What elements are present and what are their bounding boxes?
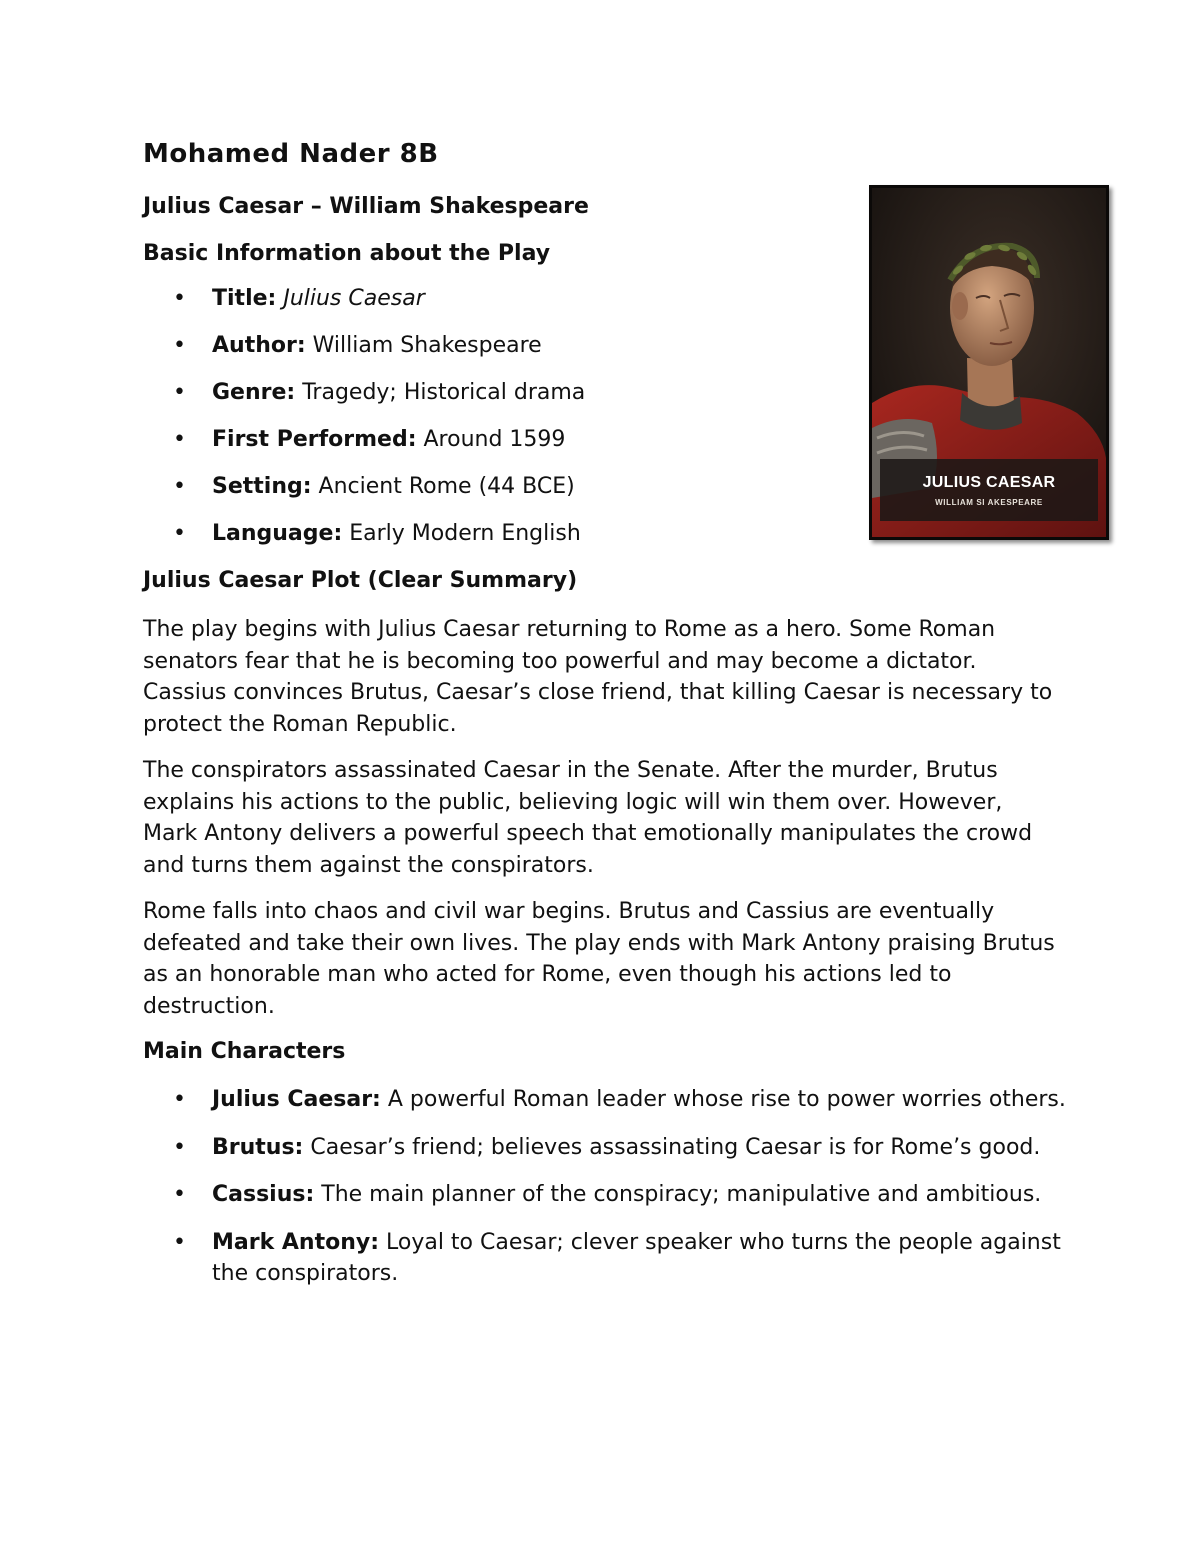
list-item bbox=[143, 1132, 1072, 1164]
character-description: Loyal to Caesar; clever speaker who turns the people against the conspirators. bbox=[212, 1229, 1061, 1286]
info-label: Genre: bbox=[212, 380, 296, 405]
plot-paragraph: Rome falls into chaos and civil war begins. Brutus and Cassius are eventually defeated and take their own lives. The play ends with Mark Antony praising Brutus as an honorable man who acted for Rome, even though his actions led to destruction. bbox=[143, 899, 1055, 1019]
character-description: A powerful Roman leader whose rise to power worries others. bbox=[380, 1087, 1066, 1112]
characters-list bbox=[143, 1084, 1073, 1290]
info-label: Title: bbox=[212, 286, 277, 311]
bullet-icon: • bbox=[173, 1087, 186, 1112]
book-cover-image bbox=[869, 185, 1109, 540]
character-name: Mark Antony: bbox=[212, 1229, 379, 1255]
info-value: Tragedy; Historical drama bbox=[295, 380, 586, 405]
basic-info-heading: Basic Information about the Play bbox=[143, 241, 551, 266]
plot-paragraph: The conspirators assassinated Caesar in the Senate. After the murder, Brutus explains his actions to the public, believing logic will win them over. However, Mark Antony delivers a powerful speech that emotionally manipulates the crowd and turns them against the conspirators. bbox=[143, 758, 1033, 878]
plot-heading: Julius Caesar Plot (Clear Summary) bbox=[143, 568, 578, 593]
bullet-icon: • bbox=[173, 427, 186, 452]
character-description: Caesar’s friend; believes assassinating Caesar is for Rome’s good. bbox=[303, 1134, 1041, 1160]
bullet-icon: • bbox=[173, 286, 186, 311]
author-line: Mohamed Nader 8B bbox=[143, 139, 439, 169]
info-label: Language: bbox=[212, 521, 343, 546]
bullet-icon: • bbox=[173, 521, 186, 546]
characters-heading: Main Characters bbox=[143, 1039, 346, 1064]
cover-subtitle: WILLIAM SI AKESPEARE bbox=[935, 498, 1043, 507]
character-name: Julius Caesar: bbox=[212, 1087, 381, 1112]
info-value: Julius Caesar bbox=[283, 286, 425, 311]
info-label: Author: bbox=[212, 333, 306, 358]
bullet-icon: • bbox=[173, 380, 186, 405]
info-label: First Performed: bbox=[212, 427, 417, 452]
info-label: Setting: bbox=[212, 474, 312, 499]
bullet-icon: • bbox=[173, 1134, 186, 1160]
bullet-icon: • bbox=[173, 1182, 186, 1207]
character-name: Brutus: bbox=[212, 1134, 304, 1160]
bullet-icon: • bbox=[173, 333, 186, 358]
list-item bbox=[143, 1179, 1072, 1211]
list-item bbox=[143, 1227, 1072, 1290]
bullet-icon: • bbox=[173, 1229, 186, 1255]
plot-paragraph: The play begins with Julius Caesar returning to Rome as a hero. Some Roman senators fear that he is becoming too powerful and may become a dictator. Cassius convinces Brutus, Caesar’s close friend, that killing Caesar is necessary to protect the Roman Republic. bbox=[143, 617, 1053, 737]
play-heading: Julius Caesar – William Shakespeare bbox=[143, 194, 589, 219]
info-value: Ancient Rome (44 BCE) bbox=[311, 474, 575, 499]
character-description: The main planner of the conspiracy; manipulative and ambitious. bbox=[314, 1182, 1042, 1207]
info-value: William Shakespeare bbox=[305, 333, 542, 358]
info-value: Around 1599 bbox=[416, 427, 566, 452]
list-item bbox=[143, 1084, 1072, 1116]
cover-title: JULIUS CAESAR bbox=[922, 474, 1056, 491]
character-name: Cassius: bbox=[212, 1182, 315, 1207]
bullet-icon: • bbox=[173, 474, 186, 499]
info-value: Early Modern English bbox=[342, 521, 581, 546]
